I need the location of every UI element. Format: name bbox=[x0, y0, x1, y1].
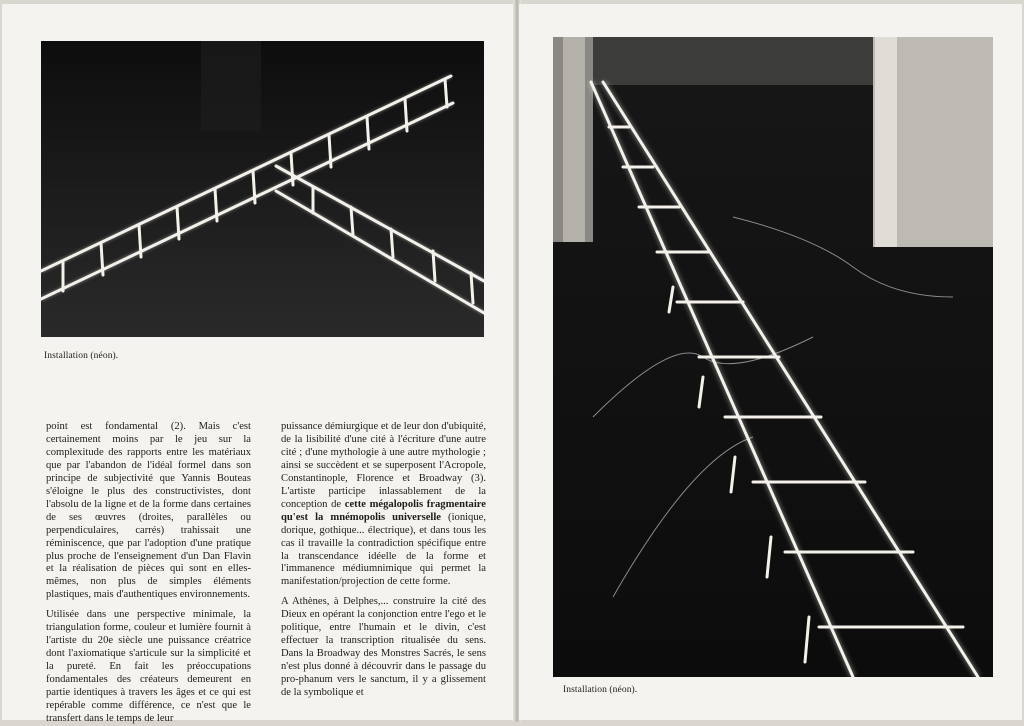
emphasized-phrase: cette mégalopolis fragmentaire qu'est la mnémopolis universelle bbox=[281, 498, 486, 523]
right-page bbox=[519, 4, 1022, 720]
paragraph: A Athènes, à Delphes,... construire la cité des Dieux en opérant la conjonction entre l'ego et le politique, entre l'humain et le divin, c'est effectuer la transcription ritualisée du sens. Dans la Broadway des Monstres Sacrés, le sens n'est plus donné à découvrir dans le passage du pro-phanum vers le sanctum, il y a glissement de la symbolique et bbox=[281, 596, 486, 699]
paragraph: puissance démiurgique et de leur don d'ubiquité, de la lisibilité d'une cité à l'écriture d'une autre cité ; d'une mythologie à une autre mythologie ; ainsi se succèdent et se superposent l'Acropole, Constantinople, Florence et Broadway (3). L'artiste participe inlassablement de la conception de cette mégalopolis fragmentaire qu'est la mnémopolis universelle (ionique, dorique, gothique... électrique), et dans tous les cas il travaille la contradiction spécifique entre la transcendance idéelle de la forme et l'immanence médiumnimique qui permet la manifestation/projection de cette forme. bbox=[281, 421, 487, 588]
text-column-2 bbox=[281, 421, 486, 700]
left-page bbox=[2, 4, 515, 724]
neon-corridor-illustration bbox=[553, 37, 993, 677]
paragraph: Utilisée dans une perspective minimale, la triangulation forme, couleur et lumière fournit à l'artiste du 20e siècle une puissance créatrice dont l'axiomatique s'articule sur la simplicité et la pureté. En fait les préoccupations fondamentales des créateurs demeurent en partie identiques à travers les âges et ce qui est repérable comme différence, ce n'est que le transfert dans le temps de leur bbox=[46, 609, 251, 724]
text-column-1 bbox=[46, 421, 251, 726]
photo-caption-right: Installation (néon). bbox=[563, 685, 638, 695]
neon-installation-photo-right bbox=[553, 37, 993, 677]
photo-caption-left: Installation (néon). bbox=[44, 351, 119, 361]
neon-installation-photo-left bbox=[41, 41, 484, 337]
paragraph: point est fondamental (2). Mais c'est certainement moins par le jeu sur la complexitude des rapports entre les matériaux que par l'abandon de l'idéal formel dans son principe de subjectivité que Yannis Bouteas s'éloigne le plus des constructivistes, dont l'absolu de la ligne et de la forme dans certaines de ses œuvres (droites, parallèles ou perpendiculaires, carrés) trahissait une réminiscence, que par l'adoption d'une pratique plus proche de l'enseignement d'un Dan Flavin et la réalisation de pièces qui sont en elles-mêmes, non plus de simples éléments plastiques, mais d'authentiques environnements. bbox=[46, 421, 251, 601]
neon-ladder-illustration bbox=[41, 41, 484, 337]
